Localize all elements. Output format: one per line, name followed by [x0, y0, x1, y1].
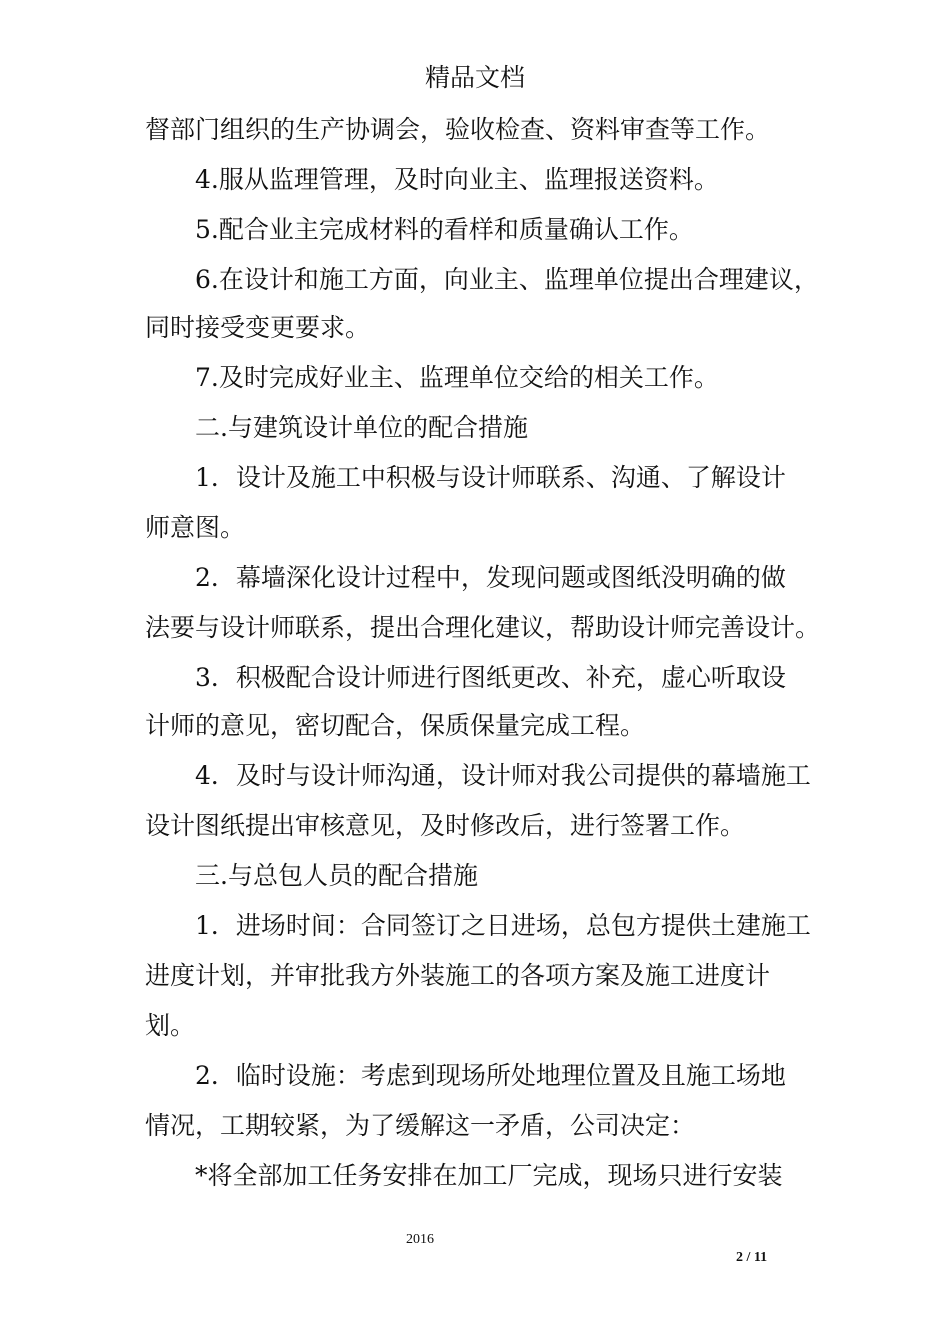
- page-number: 2 / 11: [736, 1250, 768, 1265]
- text-line: 师意图。: [145, 513, 246, 542]
- text-line: 计师的意见，密切配合，保质保量完成工程。: [145, 711, 646, 740]
- text-line: *将全部加工任务安排在加工厂完成，现场只进行安装: [195, 1161, 783, 1190]
- text-line: 7.及时完成好业主、监理单位交给的相关工作。: [195, 363, 719, 392]
- text-line: 情况，工期较紧，为了缓解这一矛盾，公司决定：: [145, 1111, 696, 1140]
- footer-year: 2016: [406, 1232, 434, 1247]
- text-line: 2．临时设施：考虑到现场所处地理位置及且施工场地: [195, 1061, 786, 1090]
- text-line: 3．积极配合设计师进行图纸更改、补充，虚心听取设: [195, 663, 786, 692]
- text-line: 4.服从监理管理，及时向业主、监理报送资料。: [195, 165, 719, 194]
- text-line: 4．及时与设计师沟通，设计师对我公司提供的幕墙施工: [195, 761, 811, 790]
- text-line: 进度计划，并审批我方外装施工的各项方案及施工进度计: [145, 961, 771, 990]
- text-line: 2．幕墙深化设计过程中，发现问题或图纸没明确的做: [195, 563, 786, 592]
- text-line: 划。: [145, 1011, 196, 1040]
- text-line: 同时接受变更要求。: [145, 313, 371, 342]
- text-line: 法要与设计师联系，提出合理化建议，帮助设计师完善设计。: [145, 613, 821, 642]
- text-line: 设计图纸提出审核意见，及时修改后，进行签署工作。: [145, 811, 746, 840]
- text-line: 6.在设计和施工方面，向业主、监理单位提出合理建议，: [195, 265, 819, 294]
- page-header-title: 精品文档: [424, 63, 525, 92]
- text-line: 5.配合业主完成材料的看样和质量确认工作。: [195, 215, 694, 244]
- section-heading: 二.与建筑设计单位的配合措施: [195, 413, 528, 442]
- text-line: 1．进场时间：合同签订之日进场，总包方提供土建施工: [195, 911, 811, 940]
- section-heading: 三.与总包人员的配合措施: [195, 861, 478, 890]
- text-line: 督部门组织的生产协调会，验收检查、资料审查等工作。: [145, 115, 771, 144]
- text-line: 1．设计及施工中积极与设计师联系、沟通、了解设计: [195, 463, 786, 492]
